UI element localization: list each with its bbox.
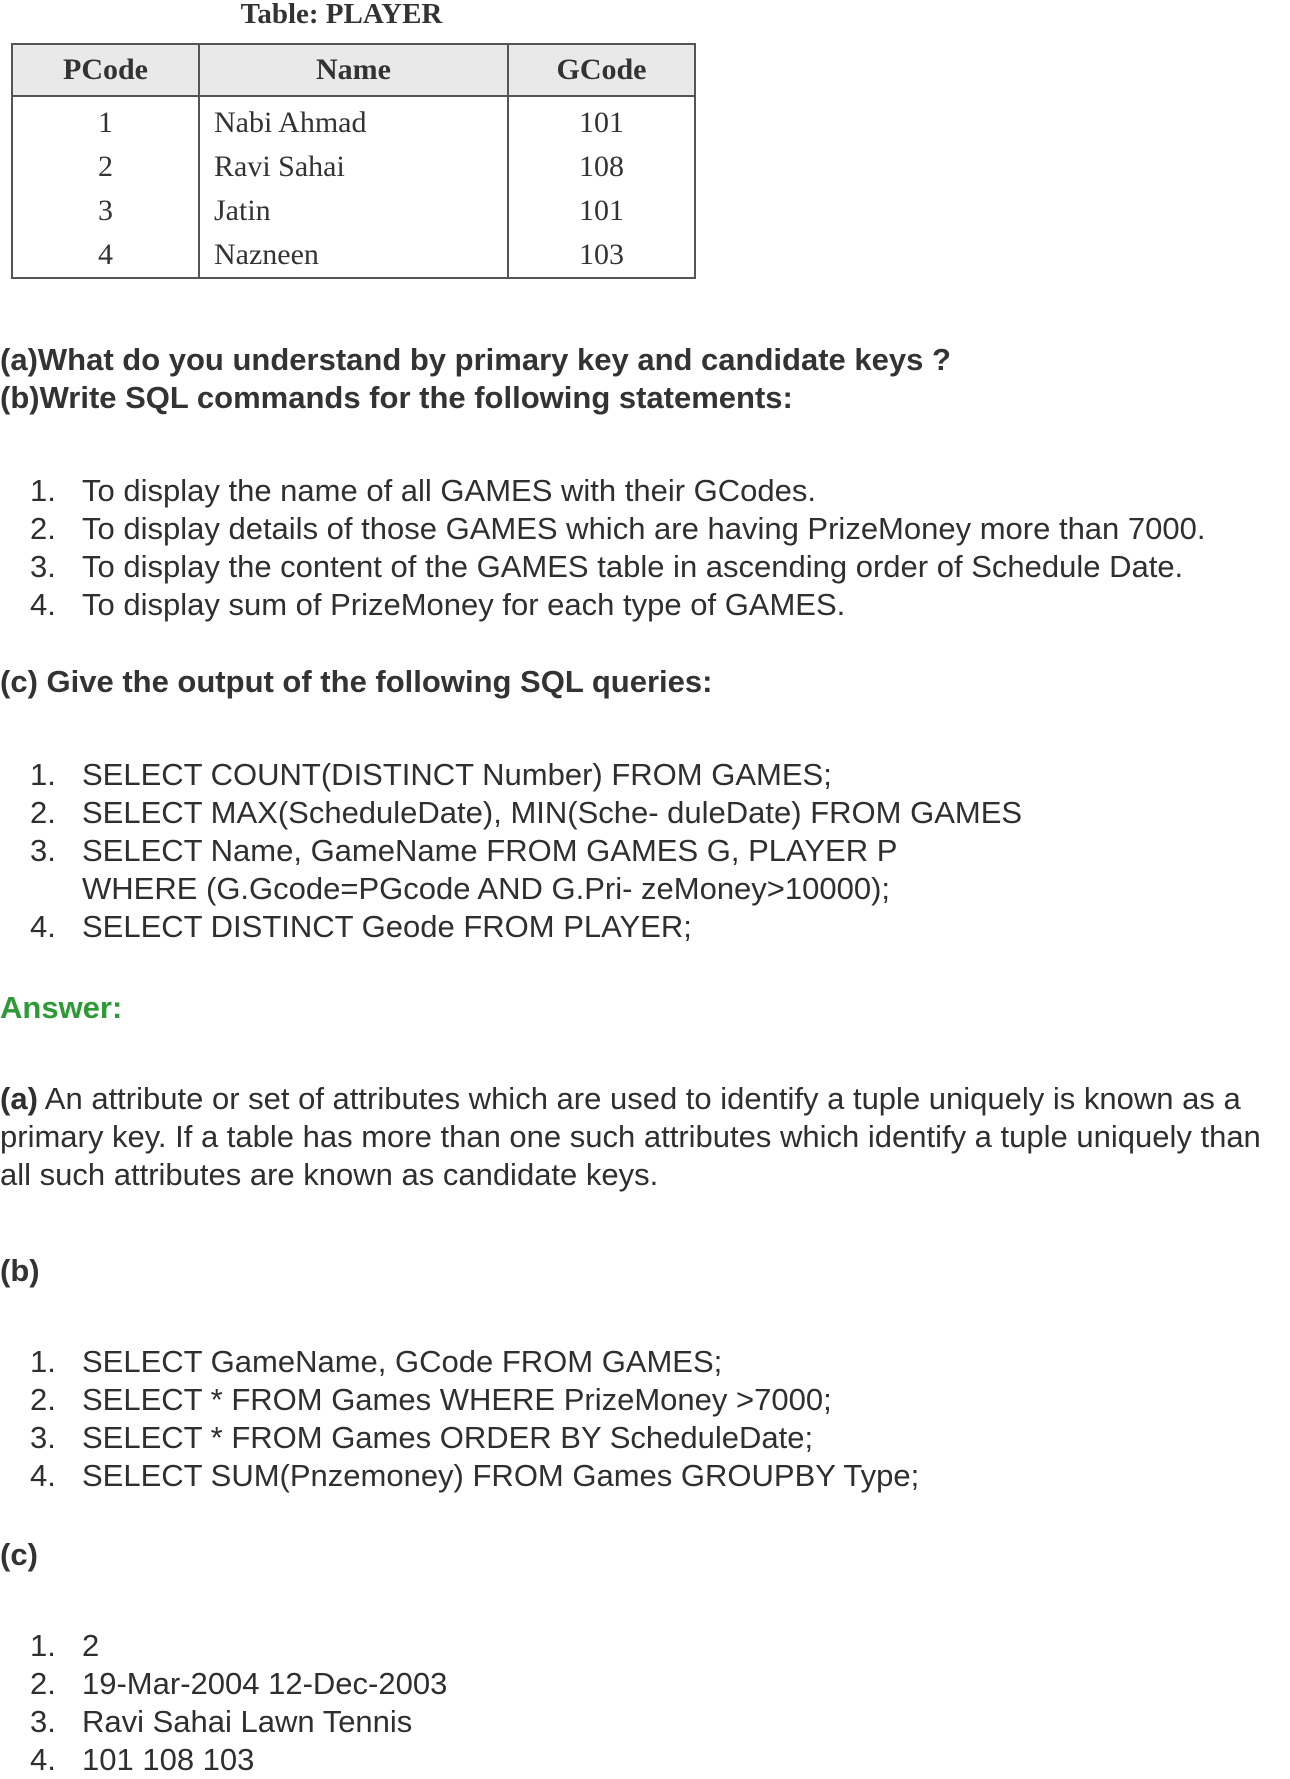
list-item	[0, 510, 1205, 548]
list-item-text: SELECT SUM(Pnzemoney) FROM Games GROUPBY Type;	[82, 1458, 920, 1493]
list-number: 1.	[30, 1344, 56, 1379]
list-item	[0, 1627, 447, 1665]
list-item	[0, 756, 1022, 794]
list-item	[0, 1703, 447, 1741]
list-number: 2.	[30, 795, 56, 830]
cell-name: Nabi Ahmad	[199, 96, 508, 145]
answer-c-list	[0, 1627, 447, 1779]
question-c: (c) Give the output of the following SQL queries:	[0, 664, 713, 699]
list-number: 4.	[30, 1458, 56, 1493]
list-number: 4.	[30, 1742, 56, 1777]
list-item	[0, 832, 1022, 908]
cell-gcode: 108	[508, 145, 695, 189]
list-item-text: SELECT DISTINCT Geode FROM PLAYER;	[82, 909, 692, 944]
cell-name: Nazneen	[199, 233, 508, 278]
answer-heading: Answer:	[0, 990, 123, 1025]
list-item	[0, 1741, 447, 1779]
list-item	[0, 1419, 919, 1457]
list-item-text: Ravi Sahai Lawn Tennis	[82, 1704, 413, 1739]
question-b: (b)Write SQL commands for the following statements:	[0, 380, 793, 415]
list-number: 2.	[30, 1382, 56, 1417]
list-number: 3.	[30, 833, 56, 868]
question-c-list	[0, 756, 1022, 946]
list-number: 3.	[30, 1704, 56, 1739]
cell-gcode: 103	[508, 233, 695, 278]
header-pcode: PCode	[12, 44, 199, 96]
list-item-text: SELECT * FROM Games WHERE PrizeMoney >7000;	[82, 1382, 832, 1417]
list-number: 2.	[30, 1666, 56, 1701]
list-number: 1.	[30, 757, 56, 792]
list-item	[0, 1665, 447, 1703]
table-row	[12, 96, 695, 145]
cell-pcode: 4	[12, 233, 199, 278]
player-table	[11, 43, 696, 279]
question-a: (a)What do you understand by primary key and candidate keys ?	[0, 342, 951, 377]
list-number: 1.	[30, 1628, 56, 1663]
cell-name: Ravi Sahai	[199, 145, 508, 189]
list-item-text: 19-Mar-2004 12-Dec-2003	[82, 1666, 448, 1701]
list-number: 3.	[30, 549, 56, 584]
list-item	[0, 1343, 919, 1381]
list-number: 1.	[30, 473, 56, 508]
table-title: Table: PLAYER	[240, 0, 443, 30]
cell-name: Jatin	[199, 189, 508, 233]
list-number: 2.	[30, 511, 56, 546]
list-item-text: 2	[82, 1628, 100, 1663]
list-item-text: 101 108 103	[82, 1742, 255, 1777]
table-row	[12, 233, 695, 278]
list-item-text: SELECT MAX(ScheduleDate), MIN(Sche- duleDate) FROM GAMES	[82, 795, 1023, 830]
list-item	[0, 908, 1022, 946]
list-item-text: To display the content of the GAMES table in ascending order of Schedule Date.	[82, 549, 1184, 584]
answer-c-label: (c)	[0, 1537, 38, 1572]
list-item	[0, 472, 1205, 510]
table-row	[12, 145, 695, 189]
list-item-text: SELECT Name, GameName FROM GAMES G, PLAYER P	[82, 833, 898, 868]
cell-gcode: 101	[508, 189, 695, 233]
table-header-row	[12, 44, 695, 96]
answer-b-list	[0, 1343, 919, 1495]
cell-pcode: 3	[12, 189, 199, 233]
header-gcode: GCode	[508, 44, 695, 96]
list-item-text: SELECT COUNT(DISTINCT Number) FROM GAMES;	[82, 757, 832, 792]
list-item	[0, 586, 1205, 624]
list-item-text: SELECT GameName, GCode FROM GAMES;	[82, 1344, 723, 1379]
list-item-text: To display details of those GAMES which are having PrizeMoney more than 7000.	[82, 511, 1206, 546]
answer-b-label: (b)	[0, 1253, 40, 1288]
cell-pcode: 1	[12, 96, 199, 145]
table-row	[12, 189, 695, 233]
question-b-list	[0, 472, 1205, 624]
list-item	[0, 794, 1022, 832]
header-name: Name	[199, 44, 508, 96]
list-item-text: SELECT * FROM Games ORDER BY ScheduleDate;	[82, 1420, 814, 1455]
list-item	[0, 1381, 919, 1419]
list-number: 4.	[30, 587, 56, 622]
list-item-text-continued: WHERE (G.Gcode=PGcode AND G.Pri- zeMoney>10000);	[82, 871, 891, 906]
answer-a-paragraph	[0, 1080, 1270, 1194]
answer-a-text: An attribute or set of attributes which are used to identify a tuple uniquely is known as a primary key. If a table has more than one such attributes which identify a tuple uniquely than all such attributes are known as candidate keys.	[0, 1081, 1261, 1192]
cell-pcode: 2	[12, 145, 199, 189]
list-number: 3.	[30, 1420, 56, 1455]
list-number: 4.	[30, 909, 56, 944]
cell-gcode: 101	[508, 96, 695, 145]
list-item-text: To display the name of all GAMES with their GCodes.	[82, 473, 816, 508]
list-item-text: To display sum of PrizeMoney for each type of GAMES.	[82, 587, 846, 622]
list-item	[0, 548, 1205, 586]
list-item	[0, 1457, 919, 1495]
answer-a-label: (a)	[0, 1081, 38, 1116]
